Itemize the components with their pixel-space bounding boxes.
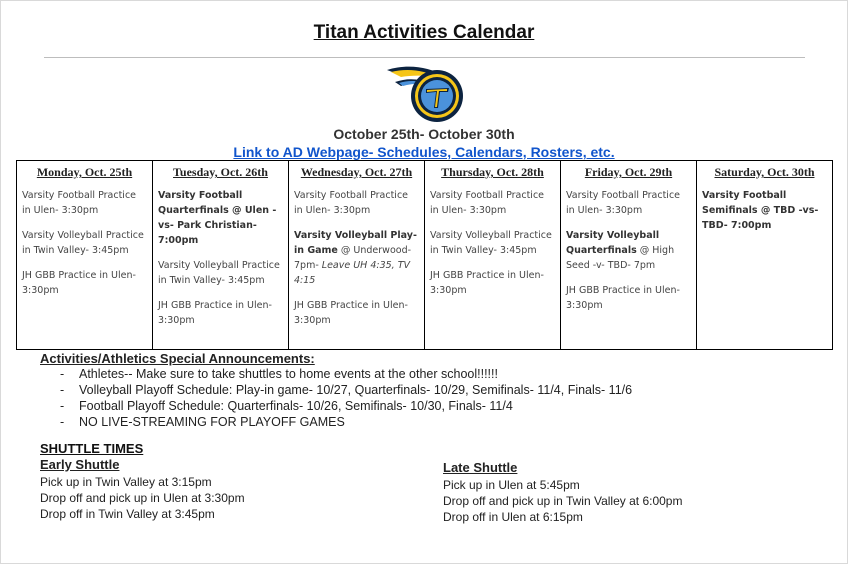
event: JH GBB Practice in Ulen- 3:30pm xyxy=(430,270,544,296)
event: JH GBB Practice in Ulen- 3:30pm xyxy=(22,270,136,296)
shuttle-line: Pick up in Ulen at 5:45pm xyxy=(443,478,580,492)
announcements-section xyxy=(40,351,800,430)
title-divider xyxy=(44,57,805,58)
event: Varsity Volleyball Practice in Twin Valley- 3:45pm xyxy=(158,260,280,286)
event-title: Varsity Volleyball Quarterfinals xyxy=(566,230,660,256)
page-title: Titan Activities Calendar xyxy=(313,22,535,43)
early-shuttle-section xyxy=(40,457,245,522)
event xyxy=(566,228,691,273)
event xyxy=(294,228,419,288)
day-header: Wednesday, Oct. 27th xyxy=(300,165,413,179)
event: Varsity Football Practice in Ulen- 3:30pm xyxy=(430,190,545,216)
event: Varsity Football Practice in Ulen- 3:30pm xyxy=(22,190,137,216)
event: Varsity Football Practice in Ulen- 3:30pm xyxy=(294,190,409,216)
announcements-heading: Activities/Athletics Special Announcements: xyxy=(40,351,315,366)
day-header: Saturday, Oct. 30th xyxy=(714,165,815,179)
list-item: - Athletes-- Make sure to take shuttles to home events at the other school!!!!!! xyxy=(60,366,800,382)
announcements-list xyxy=(40,366,800,430)
list-item: - NO LIVE-STREAMING FOR PLAYOFF GAMES xyxy=(60,414,800,430)
ad-webpage-link[interactable]: Link to AD Webpage- Schedules, Calendars, Rosters, etc. xyxy=(233,144,615,160)
list-item: - Football Playoff Schedule: Quarterfinals- 10/26, Semifinals- 10/30, Finals- 11/4 xyxy=(60,398,800,414)
shuttle-line: Drop off in Ulen at 6:15pm xyxy=(443,510,583,524)
day-cell-tuesday xyxy=(153,161,289,350)
event: Varsity Volleyball Practice in Twin Valley- 3:45pm xyxy=(22,230,144,256)
late-shuttle-section xyxy=(443,460,682,525)
date-range-heading: October 25th- October 30th xyxy=(333,126,515,142)
event-detail: @ Underwood- 7pm- xyxy=(294,245,412,271)
event: Varsity Volleyball Practice in Twin Valley- 3:45pm xyxy=(430,230,552,256)
event-detail: @ High Seed -v- TBD- 7pm xyxy=(566,245,675,271)
event: JH GBB Practice in Ulen- 3:30pm xyxy=(294,300,408,326)
shuttle-line: Drop off in Twin Valley at 3:45pm xyxy=(40,507,215,521)
event: JH GBB Practice in Ulen- 3:30pm xyxy=(566,285,680,311)
shuttle-line: Pick up in Twin Valley at 3:15pm xyxy=(40,475,212,489)
shuttle-line: Drop off and pick up in Ulen at 3:30pm xyxy=(40,491,245,505)
event-title: Varsity Volleyball Play-in Game xyxy=(294,230,417,256)
day-cell-saturday xyxy=(697,161,833,350)
day-cell-friday xyxy=(561,161,697,350)
day-header: Friday, Oct. 29th xyxy=(584,165,673,179)
event: Varsity Football Practice in Ulen- 3:30pm xyxy=(566,190,681,216)
shuttle-times-heading: SHUTTLE TIMES xyxy=(40,441,144,456)
list-item: - Volleyball Playoff Schedule: Play-in game- 10/27, Quarterfinals- 10/29, Semifinals- 11/4, Finals- 11/6 xyxy=(60,382,800,398)
late-shuttle-title: Late Shuttle xyxy=(443,460,518,475)
day-header: Thursday, Oct. 28th xyxy=(441,165,544,179)
early-shuttle-title: Early Shuttle xyxy=(40,457,120,472)
event-note: Leave UH 4:35, TV 4:15 xyxy=(294,260,411,286)
event: Varsity Football Semifinals @ TBD -vs- TBD- 7:00pm xyxy=(702,190,819,231)
event: JH GBB Practice in Ulen- 3:30pm xyxy=(158,300,272,326)
weekly-calendar-table xyxy=(16,160,833,350)
day-cell-thursday xyxy=(425,161,561,350)
titans-logo-icon xyxy=(385,62,469,124)
shuttle-line: Drop off and pick up in Twin Valley at 6:00pm xyxy=(443,494,683,508)
day-header: Tuesday, Oct. 26th xyxy=(173,165,268,179)
day-cell-wednesday xyxy=(289,161,425,350)
event: Varsity Football Quarterfinals @ Ulen -vs- Park Christian- 7:00pm xyxy=(158,190,277,246)
day-cell-monday xyxy=(17,161,153,350)
day-header: Monday, Oct. 25th xyxy=(36,165,133,179)
